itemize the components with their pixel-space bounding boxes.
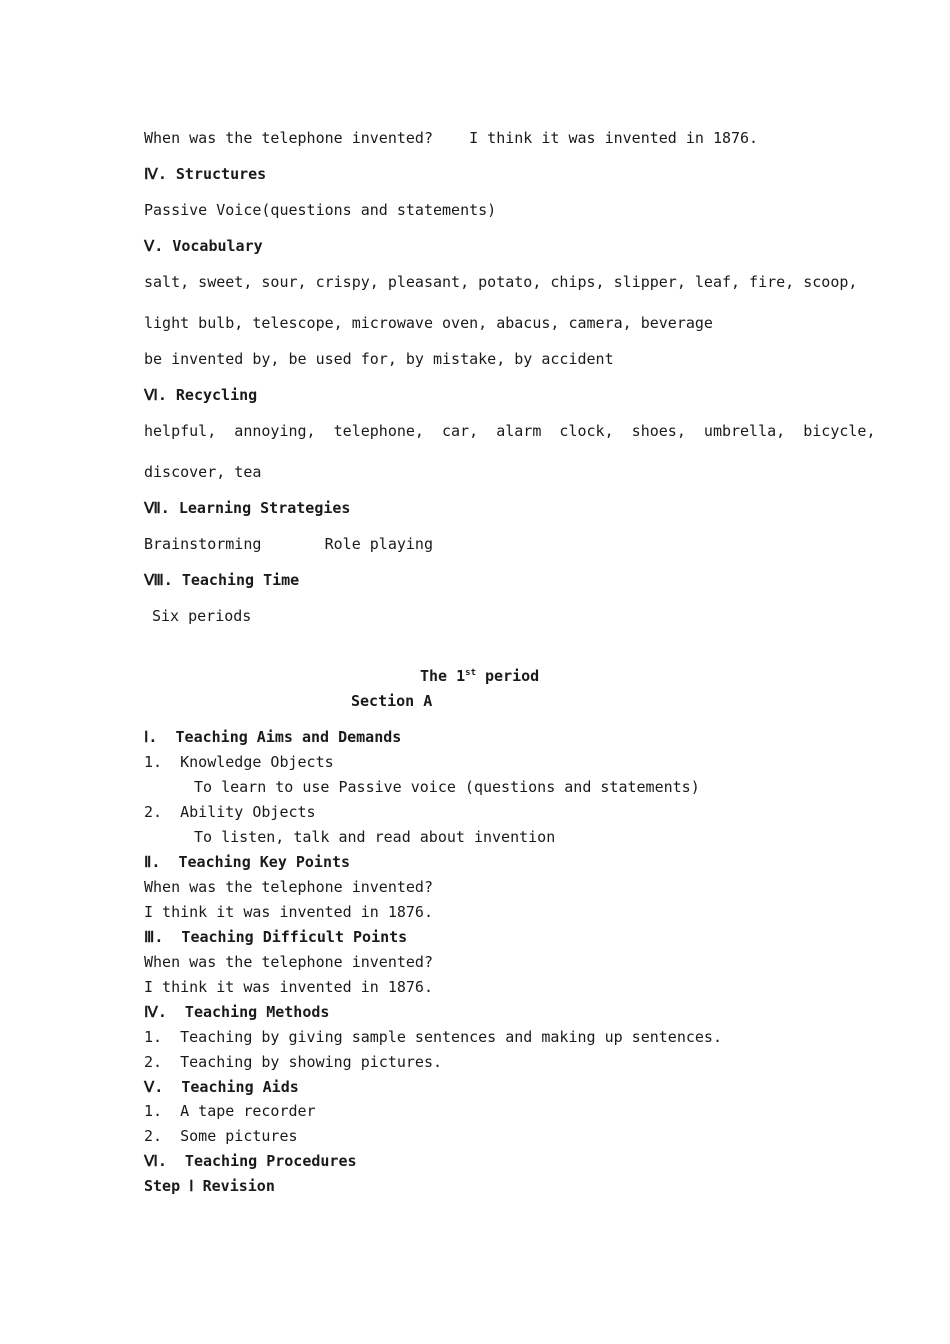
period-title-ordinal: st [465, 668, 476, 678]
teaching-time-text: Six periods [152, 607, 252, 625]
teaching-time-heading: Ⅷ. Teaching Time [144, 571, 300, 589]
aims-item-1-text: To learn to use Passive voice (questions and statements) [194, 778, 700, 796]
learning-strategies-text: Brainstorming Role playing [144, 535, 433, 553]
aids-heading: Ⅴ. Teaching Aids [144, 1078, 299, 1096]
vocabulary-line-1: salt, sweet, sour, crispy, pleasant, potato, chips, slipper, leaf, fire, scoop, [144, 273, 858, 291]
period-title-number: The 1 [420, 667, 466, 685]
step-1-heading: Step Ⅰ Revision [144, 1177, 275, 1195]
key-points-heading: Ⅱ. Teaching Key Points [144, 853, 351, 871]
method-1: 1. Teaching by giving sample sentences and making up sentences. [144, 1028, 722, 1046]
question-answer-line: When was the telephone invented? I think it was invented in 1876. [144, 129, 759, 147]
difficult-points-heading: Ⅲ. Teaching Difficult Points [144, 928, 408, 946]
difficult-point-1: When was the telephone invented? [144, 953, 433, 971]
key-point-1: When was the telephone invented? [144, 878, 433, 896]
structures-text: Passive Voice(questions and statements) [144, 201, 497, 219]
structures-heading: Ⅳ. Structures [144, 165, 267, 183]
key-point-2: I think it was invented in 1876. [144, 903, 433, 921]
aid-2: 2. Some pictures [144, 1127, 298, 1145]
methods-heading: Ⅳ. Teaching Methods [144, 1003, 330, 1021]
vocabulary-line-2: light bulb, telescope, microwave oven, abacus, camera, beverage [144, 314, 713, 332]
recycling-heading: Ⅵ. Recycling [144, 386, 258, 404]
aid-1: 1. A tape recorder [144, 1102, 316, 1120]
learning-strategies-heading: Ⅶ. Learning Strategies [144, 499, 351, 517]
aims-item-2-text: To listen, talk and read about invention [194, 828, 556, 846]
vocabulary-heading: Ⅴ. Vocabulary [144, 237, 263, 255]
difficult-point-2: I think it was invented in 1876. [144, 978, 433, 996]
period-title-word: period [476, 667, 540, 685]
procedures-heading: Ⅵ. Teaching Procedures [144, 1152, 357, 1170]
section-title: Section A [351, 692, 433, 710]
method-2: 2. Teaching by showing pictures. [144, 1053, 443, 1071]
recycling-line-2: discover, tea [144, 463, 262, 481]
aims-item-2: 2. Ability Objects [144, 803, 316, 821]
period-title [420, 666, 539, 686]
recycling-line-1: helpful, annoying, telephone, car, alarm clock, shoes, umbrella, bicycle, [144, 422, 876, 440]
aims-heading: Ⅰ. Teaching Aims and Demands [144, 728, 402, 746]
aims-item-1: 1. Knowledge Objects [144, 753, 334, 771]
vocabulary-line-3: be invented by, be used for, by mistake, by accident [144, 350, 614, 368]
